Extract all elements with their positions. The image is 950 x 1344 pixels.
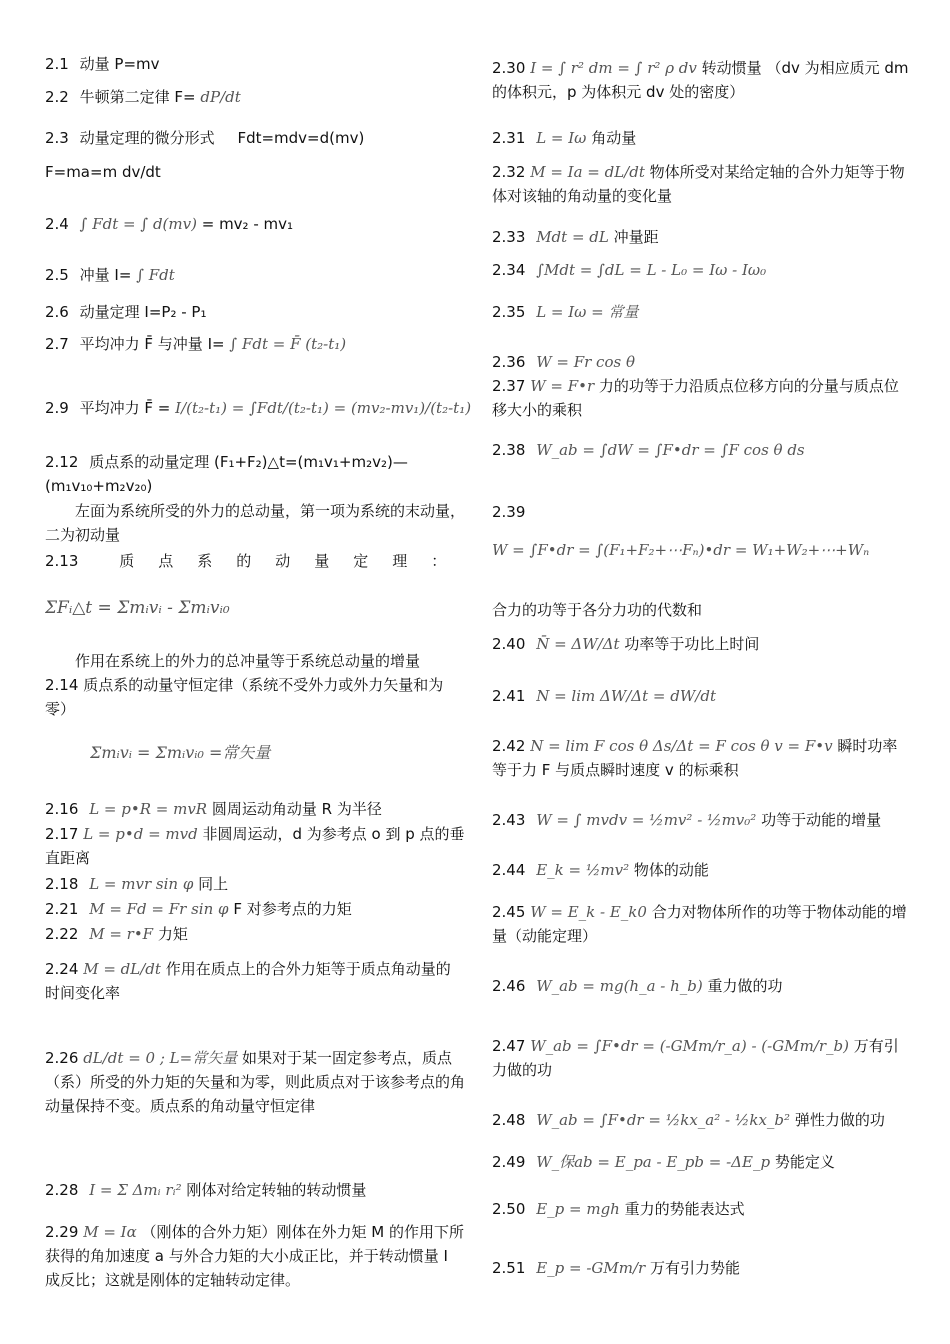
item-number: 2.45 — [492, 903, 526, 921]
item-formula: N̄ = ΔW/Δt — [536, 635, 620, 653]
item-number: 2.42 — [492, 737, 526, 755]
item-2-43 — [492, 808, 922, 832]
item-formula: W_ab = ∫dW = ∫F•dr = ∫F cos θ ds — [536, 441, 805, 459]
item-number: 2.49 — [492, 1153, 526, 1171]
item-number: 2.32 — [492, 163, 526, 181]
item-formula: ΣFᵢ△t = Σmᵢvᵢ - Σmᵢvᵢ₀ — [45, 598, 230, 618]
item-2-41 — [492, 684, 922, 708]
item-formula: L = mvr sin φ — [89, 875, 194, 893]
item-number: 2.16 — [45, 800, 79, 818]
item-2-7 — [45, 332, 475, 356]
item-formula: N = lim ΔW/Δt = dW/dt — [536, 687, 716, 705]
item-number: 2.17 — [45, 825, 79, 843]
item-formula: M = Iα — [83, 1223, 137, 1241]
item-2-40 — [492, 632, 922, 656]
item-text: = mv₂ - mv₁ — [201, 215, 294, 233]
item-2-31 — [492, 126, 922, 150]
item-2-13 — [45, 549, 475, 573]
item-2-28 — [45, 1178, 475, 1202]
item-text: 冲量距 — [613, 228, 659, 246]
item-text: 非圆周运动，d 为参考点 o 到 p 点的垂直距离 — [45, 825, 465, 867]
item-2-38 — [492, 438, 922, 462]
item-formula: ∫Mdt = ∫dL = L - L₀ = Iω - Iω₀ — [536, 261, 767, 279]
item-text: 万有引力做的功 — [492, 1037, 899, 1079]
item-text: 功率等于功比上时间 — [624, 635, 760, 653]
item-formula: M = Fd = Fr sin φ — [89, 900, 229, 918]
item-formula: ∫ Fdt = F̄ (t₂-t₁) — [229, 335, 347, 353]
item-number: 2.3 — [45, 129, 69, 147]
item-number: 2.26 — [45, 1049, 79, 1067]
item-formula: I/(t₂-t₁) = ∫Fdt/(t₂-t₁) = (mv₂-mv₁)/(t₂-t₁) — [175, 399, 472, 417]
item-formula: E_p = mgh — [536, 1200, 620, 1218]
note-2-39 — [492, 598, 922, 622]
item-text: 平均冲力 F̄ 与冲量 I= — [79, 335, 225, 353]
item-formula: Mdt = dL — [536, 228, 609, 246]
note-text: 左面为系统所受的外力的总动量，第一项为系统的末动量，二为初动量 — [45, 502, 466, 544]
item-text: 刚体对给定转轴的转动惯量 — [186, 1181, 367, 1199]
formula-2-39 — [492, 538, 942, 562]
item-number: 2.36 — [492, 353, 526, 371]
item-text: 物体的动能 — [633, 861, 709, 879]
item-2-5 — [45, 263, 475, 287]
item-formula: Σmᵢvᵢ = Σmᵢvᵢ₀ =常矢量 — [90, 743, 271, 762]
item-2-24 — [45, 957, 465, 1005]
item-formula: L = Iω = 常量 — [536, 303, 639, 321]
item-text: 瞬时功率等于力 F 与质点瞬时速度 v 的标乘积 — [492, 737, 898, 779]
item-text: 圆周运动角动量 R 为半径 — [211, 800, 382, 818]
item-2-50 — [492, 1197, 922, 1221]
note-2-12 — [45, 499, 465, 547]
item-formula: W = ∫F•dr = ∫(F₁+F₂+⋯Fₙ)•dr = W₁+W₂+⋯+Wₙ — [492, 541, 870, 559]
item-2-48 — [492, 1108, 922, 1132]
item-text: 动量定理的微分形式 — [79, 129, 215, 147]
item-number: 2.47 — [492, 1037, 526, 1055]
item-2-12 — [45, 450, 475, 498]
item-2-34 — [492, 258, 922, 282]
item-text: 质点系的动量定理： — [119, 552, 471, 570]
item-2-35 — [492, 300, 922, 324]
item-2-46 — [492, 974, 922, 998]
item-formula: I = ∫ r² dm = ∫ r² ρ dv — [530, 59, 697, 77]
item-formula: N = lim F cos θ Δs/Δt = F cos θ v = F•v — [530, 737, 833, 755]
item-2-47 — [492, 1034, 912, 1082]
item-text: 功等于动能的增量 — [761, 811, 882, 829]
item-number: 2.30 — [492, 59, 526, 77]
item-number: 2.51 — [492, 1259, 526, 1277]
item-text: 力的功等于力沿质点位移方向的分量与质点位移大小的乘积 — [492, 377, 899, 419]
item-formula: W_ab = ∫F•dr = (-GMm/r_a) - (-GMm/r_b) — [530, 1037, 849, 1055]
item-formula: I = Σ Δmᵢ rᵢ² — [89, 1181, 182, 1199]
item-2-3 — [45, 126, 475, 150]
item-2-21 — [45, 897, 475, 921]
item-2-17 — [45, 822, 465, 870]
item-2-49 — [492, 1150, 922, 1174]
item-formula: M = dL/dt — [83, 960, 161, 978]
item-formula: ∫ Fdt — [136, 266, 175, 284]
item-2-22 — [45, 922, 475, 946]
item-number: 2.35 — [492, 303, 526, 321]
item-number: 2.18 — [45, 875, 79, 893]
item-number: 2.9 — [45, 399, 69, 417]
item-text: 冲量 I= — [79, 266, 132, 284]
item-formula: L = Iω — [536, 129, 587, 147]
item-number: 2.31 — [492, 129, 526, 147]
item-text: 合力对物体所作的功等于物体动能的增量（动能定理） — [492, 903, 907, 945]
item-number: 2.33 — [492, 228, 526, 246]
item-2-4 — [45, 212, 475, 236]
item-number: 2.14 — [45, 676, 79, 694]
item-number: 2.43 — [492, 811, 526, 829]
item-formula: M = r•F — [89, 925, 154, 943]
item-number: 2.2 — [45, 88, 69, 106]
item-number: 2.44 — [492, 861, 526, 879]
item-text: 平均冲力 F̄ = — [79, 399, 171, 417]
left-column — [45, 0, 475, 1344]
item-formula: W = Fr cos θ — [536, 353, 635, 371]
item-2-3-b — [45, 160, 475, 184]
right-column — [492, 0, 922, 1344]
item-number: 2.7 — [45, 335, 69, 353]
item-2-51 — [492, 1256, 922, 1280]
item-formula: M = Ia = dL/dt — [530, 163, 645, 181]
item-text: 质点系的动量守恒定律（系统不受外力或外力矢量和为零） — [45, 676, 444, 718]
item-2-45 — [492, 900, 912, 948]
item-number: 2.4 — [45, 215, 69, 233]
item-number: 2.46 — [492, 977, 526, 995]
item-text: （刚体的合外力矩）刚体在外力矩 M 的作用下所获得的角加速度 a 与外合力矩的大小成正比，并于转动惯量 I 成反比；这就是刚体的定轴转动定律。 — [45, 1223, 464, 1289]
item-text: 物体所受对某给定轴的合外力矩等于物体对该轴的角动量的变化量 — [492, 163, 905, 205]
item-text: 力矩 — [157, 925, 188, 943]
item-2-37 — [492, 374, 912, 422]
item-formula: W = E_k - E_k0 — [530, 903, 647, 921]
item-2-42 — [492, 734, 912, 782]
item-formula: Fdt=mdv=d(mv) — [237, 129, 365, 147]
item-2-44 — [492, 858, 922, 882]
item-text: 角动量 — [591, 129, 637, 147]
note-text: 作用在系统上的外力的总冲量等于系统总动量的增量 — [75, 652, 421, 670]
item-text: F=ma=m dv/dt — [45, 163, 161, 181]
item-2-16 — [45, 797, 475, 821]
item-number: 2.41 — [492, 687, 526, 705]
item-number: 2.50 — [492, 1200, 526, 1218]
item-number: 2.48 — [492, 1111, 526, 1129]
item-number: 2.40 — [492, 635, 526, 653]
item-formula: L = p•R = mvR — [89, 800, 208, 818]
item-text: 同上 — [198, 875, 229, 893]
item-2-29 — [45, 1220, 465, 1292]
item-formula: W_ab = ∫F•dr = ½kx_a² - ½kx_b² — [536, 1111, 791, 1129]
item-text: 合力的功等于各分力功的代数和 — [492, 601, 703, 619]
item-text: 牛顿第二定律 F= — [79, 88, 196, 106]
item-text: 势能定义 — [774, 1153, 835, 1171]
item-text: 动量定理 I=P₂ - P₁ — [79, 303, 207, 321]
item-formula: W = ∫ mvdv = ½mv² - ½mv₀² — [536, 811, 757, 829]
note-2-13 — [45, 649, 465, 673]
item-number: 2.34 — [492, 261, 526, 279]
item-number: 2.22 — [45, 925, 79, 943]
item-2-39 — [492, 500, 922, 524]
item-2-33 — [492, 225, 922, 249]
item-formula: ∫ Fdt = ∫ d(mv) — [79, 215, 197, 233]
item-2-26 — [45, 1046, 465, 1118]
item-number: 2.1 — [45, 55, 69, 73]
item-text: 作用在质点上的合外力矩等于质点角动量的时间变化率 — [45, 960, 451, 1002]
item-text: 质点系的动量定理 — [89, 453, 210, 471]
item-formula: W_保ab = E_pa - E_pb = -ΔE_p — [536, 1153, 771, 1171]
item-text: 重力做的功 — [707, 977, 783, 995]
item-2-1 — [45, 52, 475, 76]
item-text: 动量 P=mv — [79, 55, 160, 73]
item-formula: dL/dt = 0 ; L=常矢量 — [83, 1049, 238, 1067]
item-formula: W_ab = mg(h_a - h_b) — [536, 977, 703, 995]
item-number: 2.5 — [45, 266, 69, 284]
item-text: 弹性力做的功 — [794, 1111, 885, 1129]
item-text: 转动惯量 （dv 为相应质元 dm 的体积元，p 为体积元 dv 处的密度） — [492, 59, 909, 101]
item-number: 2.29 — [45, 1223, 79, 1241]
item-formula: dP/dt — [200, 88, 241, 106]
item-number: 2.38 — [492, 441, 526, 459]
item-2-36 — [492, 350, 922, 374]
item-2-30 — [492, 56, 912, 104]
item-2-18 — [45, 872, 475, 896]
formula-2-14 — [90, 741, 520, 765]
item-2-2 — [45, 85, 475, 121]
item-number: 2.28 — [45, 1181, 79, 1199]
item-text: F 对参考点的力矩 — [233, 900, 352, 918]
item-number: 2.21 — [45, 900, 79, 918]
item-number: 2.24 — [45, 960, 79, 978]
item-formula: E_k = ½mv² — [536, 861, 630, 879]
item-2-14 — [45, 673, 465, 721]
item-number: 2.13 — [45, 552, 79, 570]
formula-2-13 — [45, 596, 475, 620]
item-text: 万有引力势能 — [649, 1259, 740, 1277]
item-formula: L = p•d = mvd — [83, 825, 198, 843]
item-number: 2.39 — [492, 503, 526, 521]
item-number: 2.12 — [45, 453, 79, 471]
item-number: 2.6 — [45, 303, 69, 321]
item-text: 如果对于某一固定参考点，质点（系）所受的外力矩的矢量和为零，则此质点对于该参考点的角动量保持不变。质点系的角动量守恒定律 — [45, 1049, 466, 1115]
item-2-32 — [492, 160, 912, 208]
item-2-9 — [45, 396, 475, 420]
item-2-6 — [45, 300, 475, 324]
item-number: 2.37 — [492, 377, 526, 395]
item-formula: (F₁+F₂)△t=(m₁v₁+m₂v₂)—(m₁v₁₀+m₂v₂₀) — [45, 453, 408, 495]
item-formula: E_p = -GMm/r — [536, 1259, 646, 1277]
item-text: 重力的势能表达式 — [624, 1200, 745, 1218]
item-formula: W = F•r — [530, 377, 595, 395]
